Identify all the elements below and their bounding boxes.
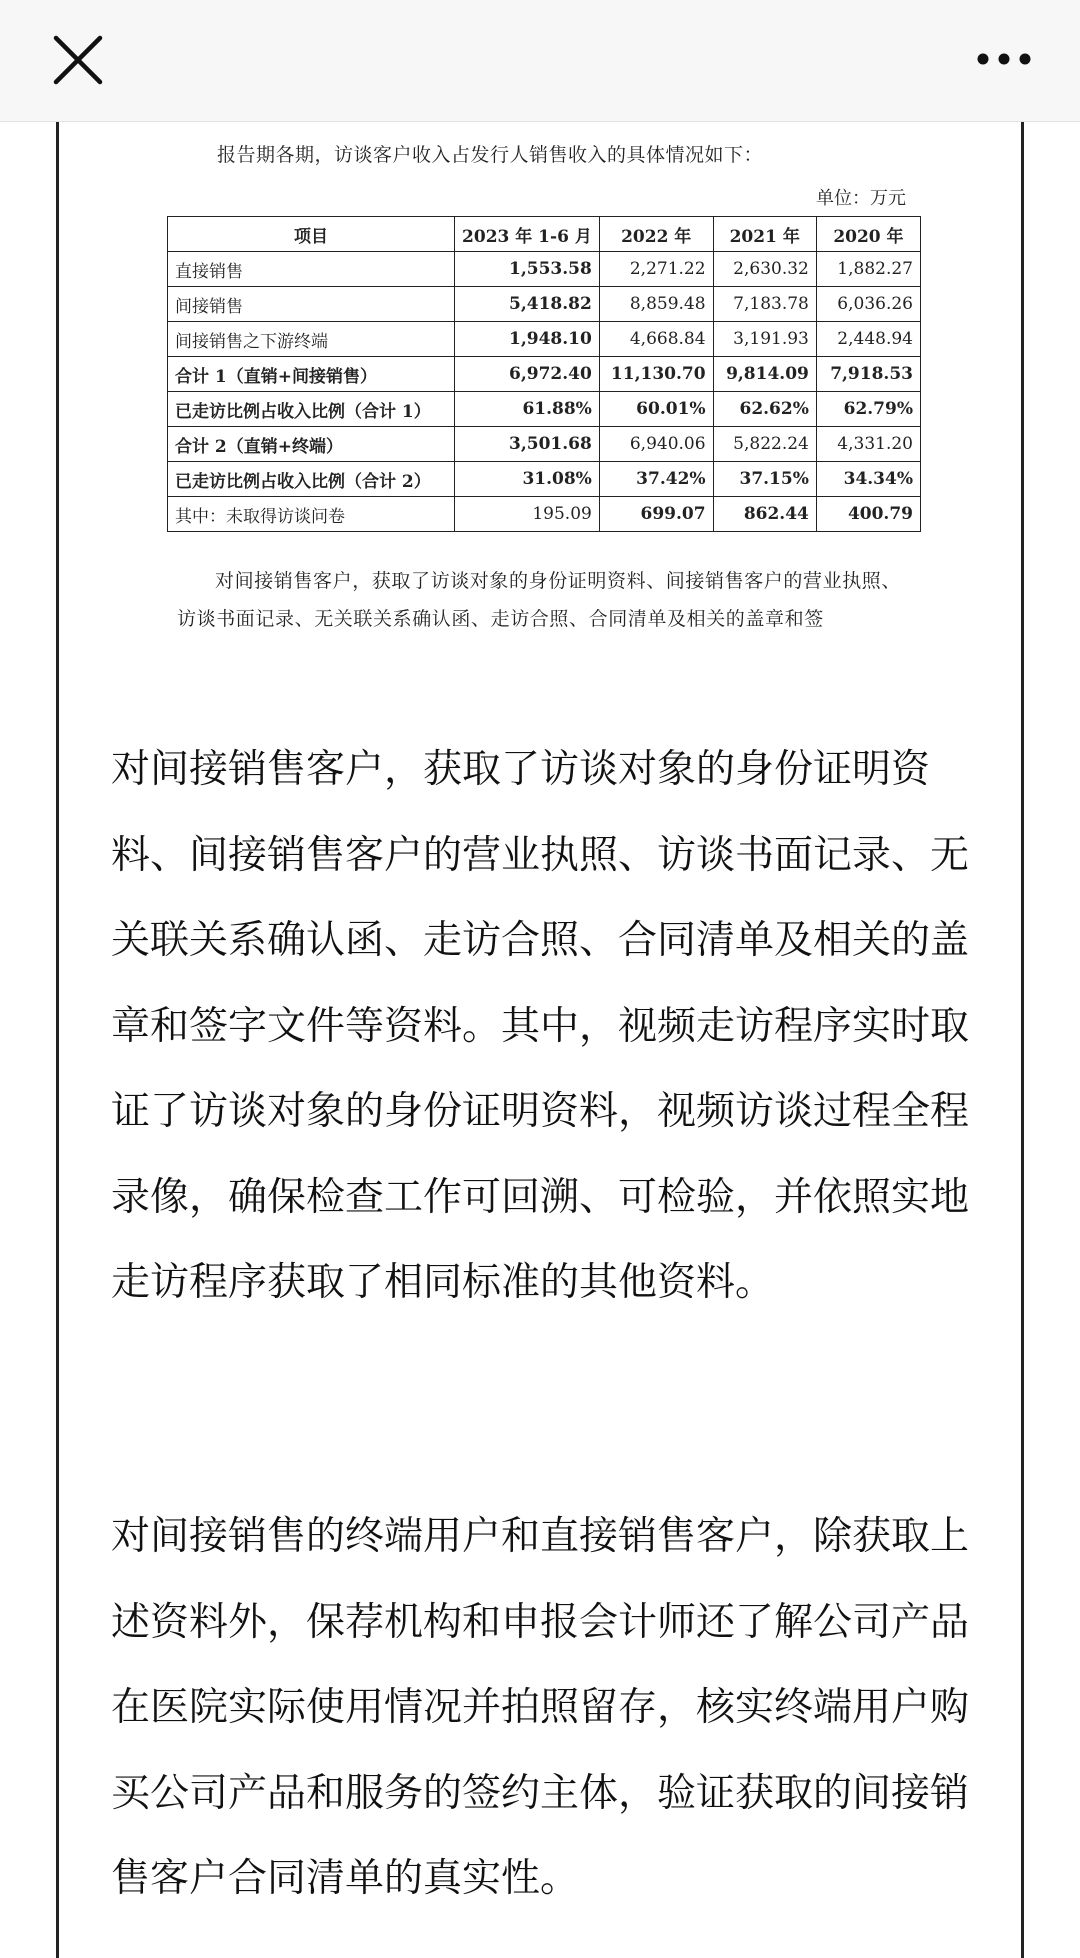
table-header-cell: 2020 年 xyxy=(816,217,920,252)
table-cell: 11,130.70 xyxy=(599,357,713,392)
row-label: 间接销售 xyxy=(168,287,455,322)
table-cell: 62.62% xyxy=(713,392,816,427)
table-cell: 2,271.22 xyxy=(599,252,713,287)
table-header-cell: 2021 年 xyxy=(713,217,816,252)
table-cell: 862.44 xyxy=(713,497,816,532)
document-unit: 单位：万元 xyxy=(816,188,906,209)
table-row xyxy=(168,322,921,357)
table-row xyxy=(168,287,921,322)
table-row xyxy=(168,427,921,462)
row-label: 直接销售 xyxy=(168,252,455,287)
table-header-cell: 项目 xyxy=(168,217,455,252)
table-cell: 31.08% xyxy=(455,462,600,497)
table-cell: 2,630.32 xyxy=(713,252,816,287)
close-button[interactable] xyxy=(50,32,106,88)
table-cell: 8,859.48 xyxy=(599,287,713,322)
table-cell: 2,448.94 xyxy=(816,322,920,357)
close-icon xyxy=(50,32,106,88)
table-cell: 3,501.68 xyxy=(455,427,600,462)
top-navigation-bar xyxy=(0,0,1080,122)
table-cell: 1,553.58 xyxy=(455,252,600,287)
table-cell: 6,036.26 xyxy=(816,287,920,322)
table-row xyxy=(168,497,921,532)
table-header-cell: 2022 年 xyxy=(599,217,713,252)
document-screenshot xyxy=(59,122,1021,642)
table-cell: 61.88% xyxy=(455,392,600,427)
row-label: 其中：未取得访谈问卷 xyxy=(168,497,455,532)
table-cell: 699.07 xyxy=(599,497,713,532)
table-row xyxy=(168,252,921,287)
table-header-row xyxy=(168,217,921,252)
table-cell: 3,191.93 xyxy=(713,322,816,357)
document-paragraph: 对间接销售客户，获取了访谈对象的身份证明资料、间接销售客户的营业执照、访谈书面记录、无关联关系确认函、走访合照、合同清单及相关的盖章和签 xyxy=(177,570,902,630)
article-content[interactable] xyxy=(56,122,1024,1958)
table-cell: 195.09 xyxy=(455,497,600,532)
table-cell: 6,940.06 xyxy=(599,427,713,462)
table-cell: 5,418.82 xyxy=(455,287,600,322)
table-cell: 1,948.10 xyxy=(455,322,600,357)
table-cell: 34.34% xyxy=(816,462,920,497)
table-cell: 4,668.84 xyxy=(599,322,713,357)
table-header-cell: 2023 年 1-6 月 xyxy=(455,217,600,252)
row-label: 已走访比例占收入比例（合计 1） xyxy=(168,392,455,427)
table-row xyxy=(168,392,921,427)
table-cell: 37.15% xyxy=(713,462,816,497)
table-cell: 62.79% xyxy=(816,392,920,427)
table-cell: 7,918.53 xyxy=(816,357,920,392)
table-row xyxy=(168,462,921,497)
table-cell: 9,814.09 xyxy=(713,357,816,392)
row-label: 已走访比例占收入比例（合计 2） xyxy=(168,462,455,497)
more-dots-icon xyxy=(974,44,1034,74)
row-label: 合计 2（直销+终端） xyxy=(168,427,455,462)
table-cell: 60.01% xyxy=(599,392,713,427)
table-cell: 4,331.20 xyxy=(816,427,920,462)
article-paragraph: 对间接销售的终端用户和直接销售客户，除获取上述资料外，保荐机构和申报会计师还了解公司产品在医院实际使用情况并拍照留存，核实终端用户购买公司产品和服务的签约主体，验证获取的间接销售客户合同清单的真实性。 xyxy=(111,1514,970,1901)
table-cell: 37.42% xyxy=(599,462,713,497)
table-row xyxy=(168,357,921,392)
article-paragraph: 对间接销售客户，获取了访谈对象的身份证明资料、间接销售客户的营业执照、访谈书面记录、无关联关系确认函、走访合照、合同清单及相关的盖章和签字文件等资料。其中，视频走访程序实时取证了访谈对象的身份证明资料，视频访谈过程全程录像，确保检查工作可回溯、可检验，并依照实地走访程序获取了相同标准的其他资料。 xyxy=(111,747,970,1305)
table-cell: 5,822.24 xyxy=(713,427,816,462)
table-cell: 400.79 xyxy=(816,497,920,532)
revenue-table xyxy=(167,216,921,532)
table-cell: 6,972.40 xyxy=(455,357,600,392)
row-label: 间接销售之下游终端 xyxy=(168,322,455,357)
table-cell: 1,882.27 xyxy=(816,252,920,287)
document-intro: 报告期各期，访谈客户收入占发行人销售收入的具体情况如下： xyxy=(217,144,764,166)
table-cell: 7,183.78 xyxy=(713,287,816,322)
more-options-button[interactable] xyxy=(974,44,1034,74)
row-label: 合计 1（直销+间接销售） xyxy=(168,357,455,392)
